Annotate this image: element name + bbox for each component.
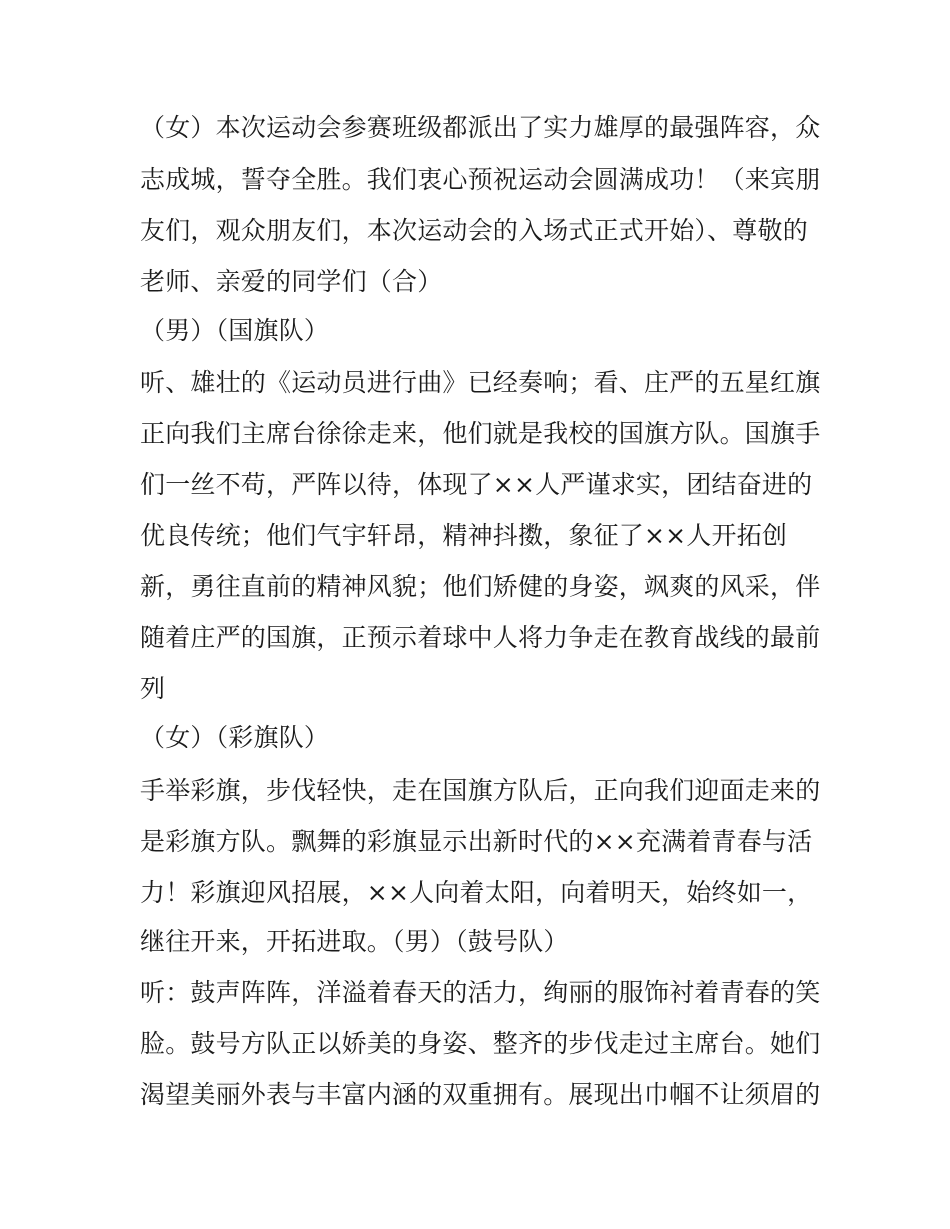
text-line: 渴望美丽外表与丰富内涵的双重拥有。展现出巾帼不让须眉的 <box>140 1080 820 1109</box>
text-line: 听、雄壮的《运动员进行曲》已经奏响；看、庄严的五星红旗 <box>140 368 820 397</box>
text-line: 优良传统；他们气宇轩昂，精神抖擞，象征了××人开拓创 <box>140 521 788 550</box>
text-line: （女）本次运动会参赛班级都派出了实力雄厚的最强阵容，众 <box>140 113 820 142</box>
text-line: 们一丝不苟，严阵以待，体现了××人严谨求实，团结奋进的 <box>140 470 813 499</box>
text-line: 志成城，誓夺全胜。我们衷心预祝运动会圆满成功！（来宾朋 <box>140 165 820 194</box>
text-line: 正向我们主席台徐徐走来，他们就是我校的国旗方队。国旗手 <box>140 419 820 448</box>
text-line: 脸。鼓号方队正以娇美的身姿、整齐的步伐走过主席台。她们 <box>140 1029 820 1058</box>
text-line: 力！彩旗迎风招展，××人向着太阳，向着明天，始终如一， <box>140 878 813 907</box>
text-line: 随着庄严的国旗，正预示着球中人将力争走在教育战线的最前 <box>140 623 820 652</box>
text-line: 列 <box>140 674 166 703</box>
section-heading: （女）（彩旗队） <box>140 723 330 752</box>
text-line: 老师、亲爱的同学们（合） <box>140 267 443 296</box>
text-line: 听：鼓声阵阵，洋溢着春天的活力，绚丽的服饰衬着青春的笑 <box>140 978 820 1007</box>
section-heading: （男）（国旗队） <box>140 316 330 345</box>
text-line: 手举彩旗，步伐轻快，走在国旗方队后，正向我们迎面走来的 <box>140 776 820 805</box>
text-line: 继往开来，开拓进取。（男）（鼓号队） <box>140 927 569 956</box>
text-line: 是彩旗方队。飘舞的彩旗显示出新时代的××充满着青春与活 <box>140 827 813 856</box>
text-line: 友们，观众朋友们，本次运动会的入场式正式开始）、尊敬的 <box>140 216 808 245</box>
text-line: 新，勇往直前的精神风貌；他们矫健的身姿，飒爽的风采，伴 <box>140 572 820 601</box>
